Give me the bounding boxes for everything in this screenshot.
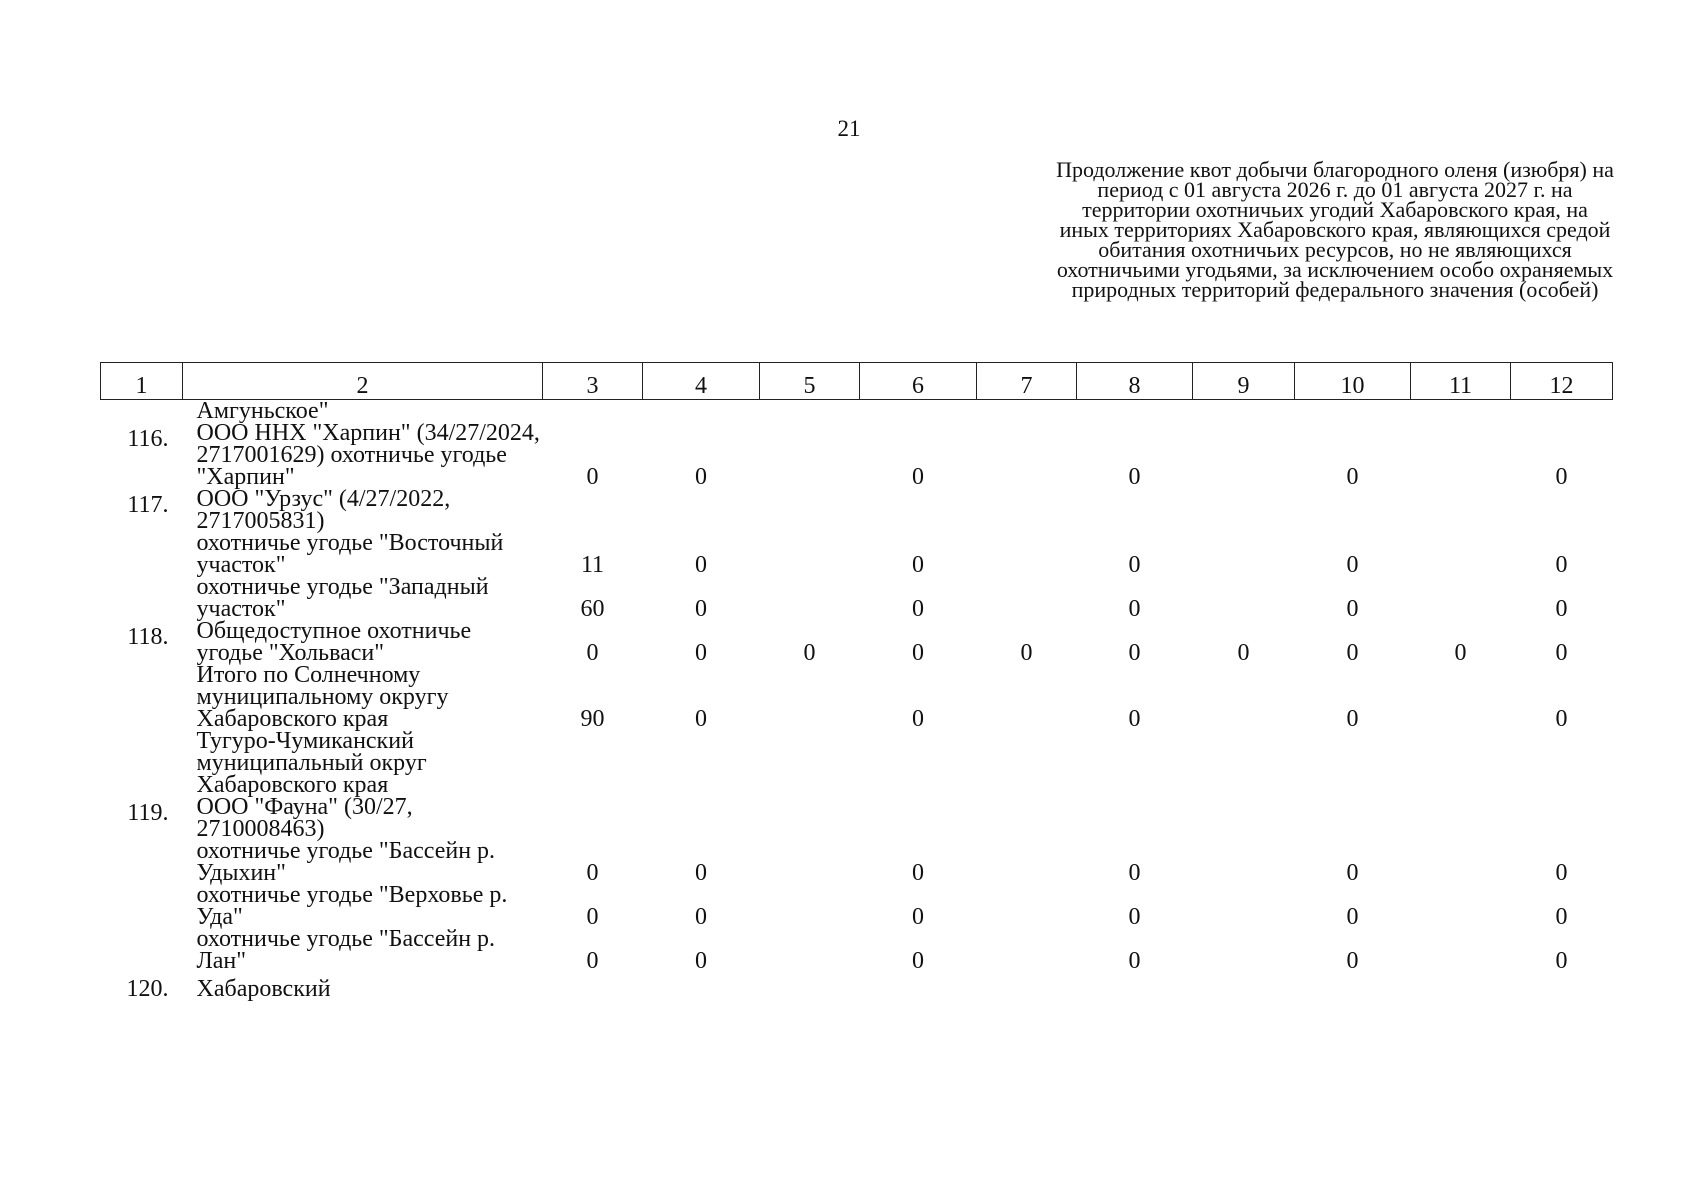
quota-cell-col-10: 0 — [1346, 706, 1359, 732]
quota-cell-col-11: 0 — [1454, 640, 1467, 666]
quota-cell-col-5 — [760, 488, 860, 532]
quota-cell-col-5 — [760, 730, 860, 796]
quota-cell-col-10: 0 — [1346, 904, 1359, 930]
quota-cell-col-10: 0 — [1346, 596, 1359, 622]
quota-cell-col-3: 60 — [580, 596, 605, 622]
quota-cell-col-8 — [1077, 488, 1193, 532]
table-row — [101, 422, 1613, 488]
quota-cell-col-6 — [860, 488, 977, 532]
quota-cell-col-12: 0 — [1555, 706, 1568, 732]
quota-cell-col-4 — [643, 972, 760, 1000]
quota-cell-col-7 — [977, 532, 1077, 576]
row-number — [101, 400, 183, 423]
quota-cell-col-3 — [543, 730, 643, 796]
quota-cell-col-5 — [760, 576, 860, 620]
quota-cell-col-10 — [1295, 796, 1411, 840]
row-number — [101, 928, 183, 972]
quota-cell-col-9 — [1193, 422, 1295, 488]
quota-cell-col-4: 0 — [695, 904, 707, 930]
quota-cell-col-3: 90 — [580, 706, 605, 732]
hunting-ground-name: ООО "Фауна" (30/27, 2710008463) — [196, 794, 413, 842]
quota-cell-col-12: 0 — [1555, 904, 1568, 930]
table-row — [101, 400, 1613, 423]
row-number — [101, 840, 183, 884]
quota-cell-col-4: 0 — [695, 640, 707, 666]
quota-cell-col-6: 0 — [912, 464, 924, 490]
quota-cell-col-11 — [1411, 576, 1511, 620]
quota-cell-col-3 — [543, 400, 643, 423]
table-row — [101, 488, 1613, 532]
quota-cell-col-3 — [543, 796, 643, 840]
quota-cell-col-3 — [543, 488, 643, 532]
quota-cell-col-8 — [1077, 730, 1193, 796]
quota-cell-col-8 — [1077, 400, 1193, 423]
quota-cell-col-9 — [1193, 400, 1295, 423]
quota-cell-col-5 — [760, 796, 860, 840]
quota-cell-col-6: 0 — [912, 596, 924, 622]
quota-cell-col-5 — [760, 422, 860, 488]
column-header: 1 — [101, 363, 183, 400]
quota-cell-col-12 — [1511, 730, 1613, 796]
quota-cell-col-4: 0 — [695, 596, 707, 622]
quota-cell-col-11 — [1411, 488, 1511, 532]
quota-cell-col-4 — [643, 730, 760, 796]
table-row — [101, 928, 1613, 972]
quota-cell-col-3: 0 — [586, 948, 599, 974]
quota-cell-col-6: 0 — [912, 904, 924, 930]
quota-cell-col-7: 0 — [1020, 640, 1033, 666]
quota-table — [100, 362, 1613, 1000]
quota-cell-col-6: 0 — [912, 640, 924, 666]
quota-cell-col-4: 0 — [695, 552, 707, 578]
quota-cell-col-4 — [643, 400, 760, 423]
quota-cell-col-7 — [977, 972, 1077, 1000]
quota-cell-col-5: 0 — [803, 640, 816, 666]
quota-cell-col-8: 0 — [1128, 596, 1141, 622]
quota-cell-col-7 — [977, 796, 1077, 840]
column-header: 10 — [1295, 363, 1411, 400]
hunting-ground-name: охотничье угодье "Бассейн р. Удыхин" — [196, 838, 496, 886]
quota-cell-col-10: 0 — [1346, 464, 1359, 490]
quota-cell-col-11 — [1411, 796, 1511, 840]
quota-cell-col-10: 0 — [1346, 640, 1359, 666]
column-header: 11 — [1411, 363, 1511, 400]
quota-cell-col-3: 0 — [586, 464, 599, 490]
quota-cell-col-11 — [1411, 400, 1511, 423]
quota-cell-col-5 — [760, 840, 860, 884]
quota-cell-col-11 — [1411, 840, 1511, 884]
quota-cell-col-4 — [643, 796, 760, 840]
quota-cell-col-9 — [1193, 532, 1295, 576]
quota-cell-col-12 — [1511, 972, 1613, 1000]
quota-cell-col-8 — [1077, 972, 1193, 1000]
hunting-ground-name: охотничье угодье "Бассейн р. Лан" — [196, 926, 496, 974]
table-body — [101, 400, 1613, 1001]
quota-cell-col-10: 0 — [1346, 948, 1359, 974]
quota-cell-col-5 — [760, 400, 860, 423]
row-number — [101, 884, 183, 928]
quota-cell-col-5 — [760, 972, 860, 1000]
column-header: 6 — [860, 363, 977, 400]
quota-cell-col-12: 0 — [1555, 948, 1568, 974]
table-row — [101, 796, 1613, 840]
quota-cell-col-7 — [977, 488, 1077, 532]
quota-cell-col-6 — [860, 730, 977, 796]
quota-cell-col-3: 11 — [580, 552, 605, 578]
quota-cell-col-8: 0 — [1128, 464, 1141, 490]
row-number: 116. — [127, 426, 169, 452]
quota-cell-col-5 — [760, 884, 860, 928]
quota-cell-col-6: 0 — [912, 948, 924, 974]
quota-cell-col-12 — [1511, 488, 1613, 532]
quota-cell-col-12: 0 — [1555, 552, 1568, 578]
quota-cell-col-9 — [1193, 488, 1295, 532]
quota-cell-col-9 — [1193, 576, 1295, 620]
quota-cell-col-5 — [760, 532, 860, 576]
quota-cell-col-4 — [643, 488, 760, 532]
column-header: 7 — [977, 363, 1077, 400]
quota-cell-col-12: 0 — [1555, 464, 1568, 490]
quota-cell-col-6: 0 — [912, 860, 924, 886]
quota-cell-col-5 — [760, 928, 860, 972]
column-header: 4 — [643, 363, 760, 400]
quota-cell-col-11 — [1411, 422, 1511, 488]
quota-cell-col-6: 0 — [912, 706, 924, 732]
quota-cell-col-7 — [977, 422, 1077, 488]
hunting-ground-name: Амгуньское" — [196, 398, 329, 424]
quota-cell-col-11 — [1411, 730, 1511, 796]
quota-cell-col-4: 0 — [695, 860, 707, 886]
quota-cell-col-3: 0 — [586, 860, 599, 886]
quota-cell-col-10: 0 — [1346, 552, 1359, 578]
row-number: 117. — [127, 492, 169, 518]
hunting-ground-name: ООО "Урзус" (4/27/2022, 2717005831) — [196, 486, 451, 534]
column-header: 12 — [1511, 363, 1613, 400]
quota-cell-col-12: 0 — [1555, 860, 1568, 886]
table-row — [101, 664, 1613, 730]
quota-cell-col-8: 0 — [1128, 860, 1141, 886]
quota-cell-col-11 — [1411, 884, 1511, 928]
row-number: 119. — [127, 800, 169, 826]
quota-cell-col-7 — [977, 400, 1077, 423]
row-number — [101, 532, 183, 576]
quota-cell-col-9 — [1193, 928, 1295, 972]
quota-cell-col-8: 0 — [1128, 640, 1141, 666]
quota-cell-col-12 — [1511, 796, 1613, 840]
hunting-ground-name: Общедоступное охотничье угодье "Хольваси" — [196, 618, 472, 666]
quota-cell-col-11 — [1411, 532, 1511, 576]
quota-cell-col-6 — [860, 400, 977, 423]
quota-cell-col-4: 0 — [695, 706, 707, 732]
quota-cell-col-4: 0 — [695, 948, 707, 974]
column-header: 5 — [760, 363, 860, 400]
quota-cell-col-9: 0 — [1237, 640, 1250, 666]
quota-cell-col-11 — [1411, 972, 1511, 1000]
table-row — [101, 972, 1613, 1000]
row-number — [101, 576, 183, 620]
column-header: 9 — [1193, 363, 1295, 400]
quota-cell-col-9 — [1193, 796, 1295, 840]
table-row — [101, 884, 1613, 928]
quota-cell-col-8: 0 — [1128, 904, 1141, 930]
row-number — [101, 730, 183, 796]
quota-cell-col-12 — [1511, 400, 1613, 423]
table-row — [101, 730, 1613, 796]
quota-cell-col-9 — [1193, 730, 1295, 796]
quota-cell-col-8: 0 — [1128, 948, 1141, 974]
quota-cell-col-3: 0 — [586, 640, 599, 666]
quota-cell-col-7 — [977, 884, 1077, 928]
quota-cell-col-8: 0 — [1128, 706, 1141, 732]
quota-cell-col-7 — [977, 664, 1077, 730]
column-header: 2 — [183, 363, 543, 400]
quota-cell-col-11 — [1411, 664, 1511, 730]
quota-cell-col-9 — [1193, 840, 1295, 884]
quota-cell-col-10 — [1295, 972, 1411, 1000]
row-number: 120. — [126, 976, 169, 1002]
page-number: 21 — [837, 116, 861, 141]
quota-cell-col-6: 0 — [912, 552, 924, 578]
quota-cell-col-9 — [1193, 664, 1295, 730]
quota-cell-col-7 — [977, 576, 1077, 620]
quota-cell-col-3: 0 — [586, 904, 599, 930]
quota-cell-col-9 — [1193, 972, 1295, 1000]
row-number: 118. — [127, 624, 169, 650]
quota-cell-col-12: 0 — [1555, 640, 1568, 666]
quota-cell-col-12: 0 — [1555, 596, 1568, 622]
quota-cell-col-10 — [1295, 488, 1411, 532]
quota-cell-col-10 — [1295, 730, 1411, 796]
table-row — [101, 840, 1613, 884]
quota-cell-col-5 — [760, 664, 860, 730]
quota-cell-col-3 — [543, 972, 643, 1000]
table-caption: Продолжение квот добычи благородного оленя (изюбря) на период с 01 августа 2026 г. до 01 августа 2027 г. на территории охотничьих угодий Хабаровского края, на иных территориях Хабаровского края, являющихся средой обитания охотничьих ресурсов, но не являющихся охотничьими угодьями, за исключением особо охраняемых природных территорий федерального значения (особей) — [1056, 157, 1614, 302]
table-row — [101, 532, 1613, 576]
quota-cell-col-6 — [860, 972, 977, 1000]
quota-cell-col-8: 0 — [1128, 552, 1141, 578]
column-number-header-row — [101, 363, 1613, 400]
quota-cell-col-7 — [977, 928, 1077, 972]
table-row — [101, 576, 1613, 620]
quota-cell-col-8 — [1077, 796, 1193, 840]
quota-cell-col-10: 0 — [1346, 860, 1359, 886]
hunting-ground-name: Итого по Солнечному муниципальному округу Хабаровского края — [196, 662, 449, 732]
quota-cell-col-7 — [977, 840, 1077, 884]
hunting-ground-name: охотничье угодье "Верховье р. Уда" — [196, 882, 508, 930]
table-row — [101, 620, 1613, 664]
quota-cell-col-10 — [1295, 400, 1411, 423]
hunting-ground-name: Тугуро-Чумиканский муниципальный округ Хабаровского края — [196, 728, 427, 798]
quota-cell-col-6 — [860, 796, 977, 840]
row-number — [101, 664, 183, 730]
column-header: 8 — [1077, 363, 1193, 400]
quota-cell-col-7 — [977, 730, 1077, 796]
hunting-ground-name: охотничье угодье "Восточный участок" — [196, 530, 504, 578]
hunting-ground-name: ООО ННХ "Харпин" (34/27/2024, 2717001629) охотничье угодье "Харпин" — [196, 420, 540, 490]
quota-cell-col-11 — [1411, 928, 1511, 972]
quota-cell-col-4: 0 — [695, 464, 707, 490]
column-header: 3 — [543, 363, 643, 400]
hunting-ground-name: охотничье угодье "Западный участок" — [196, 574, 489, 622]
quota-cell-col-9 — [1193, 884, 1295, 928]
hunting-ground-name: Хабаровский — [196, 976, 331, 1002]
